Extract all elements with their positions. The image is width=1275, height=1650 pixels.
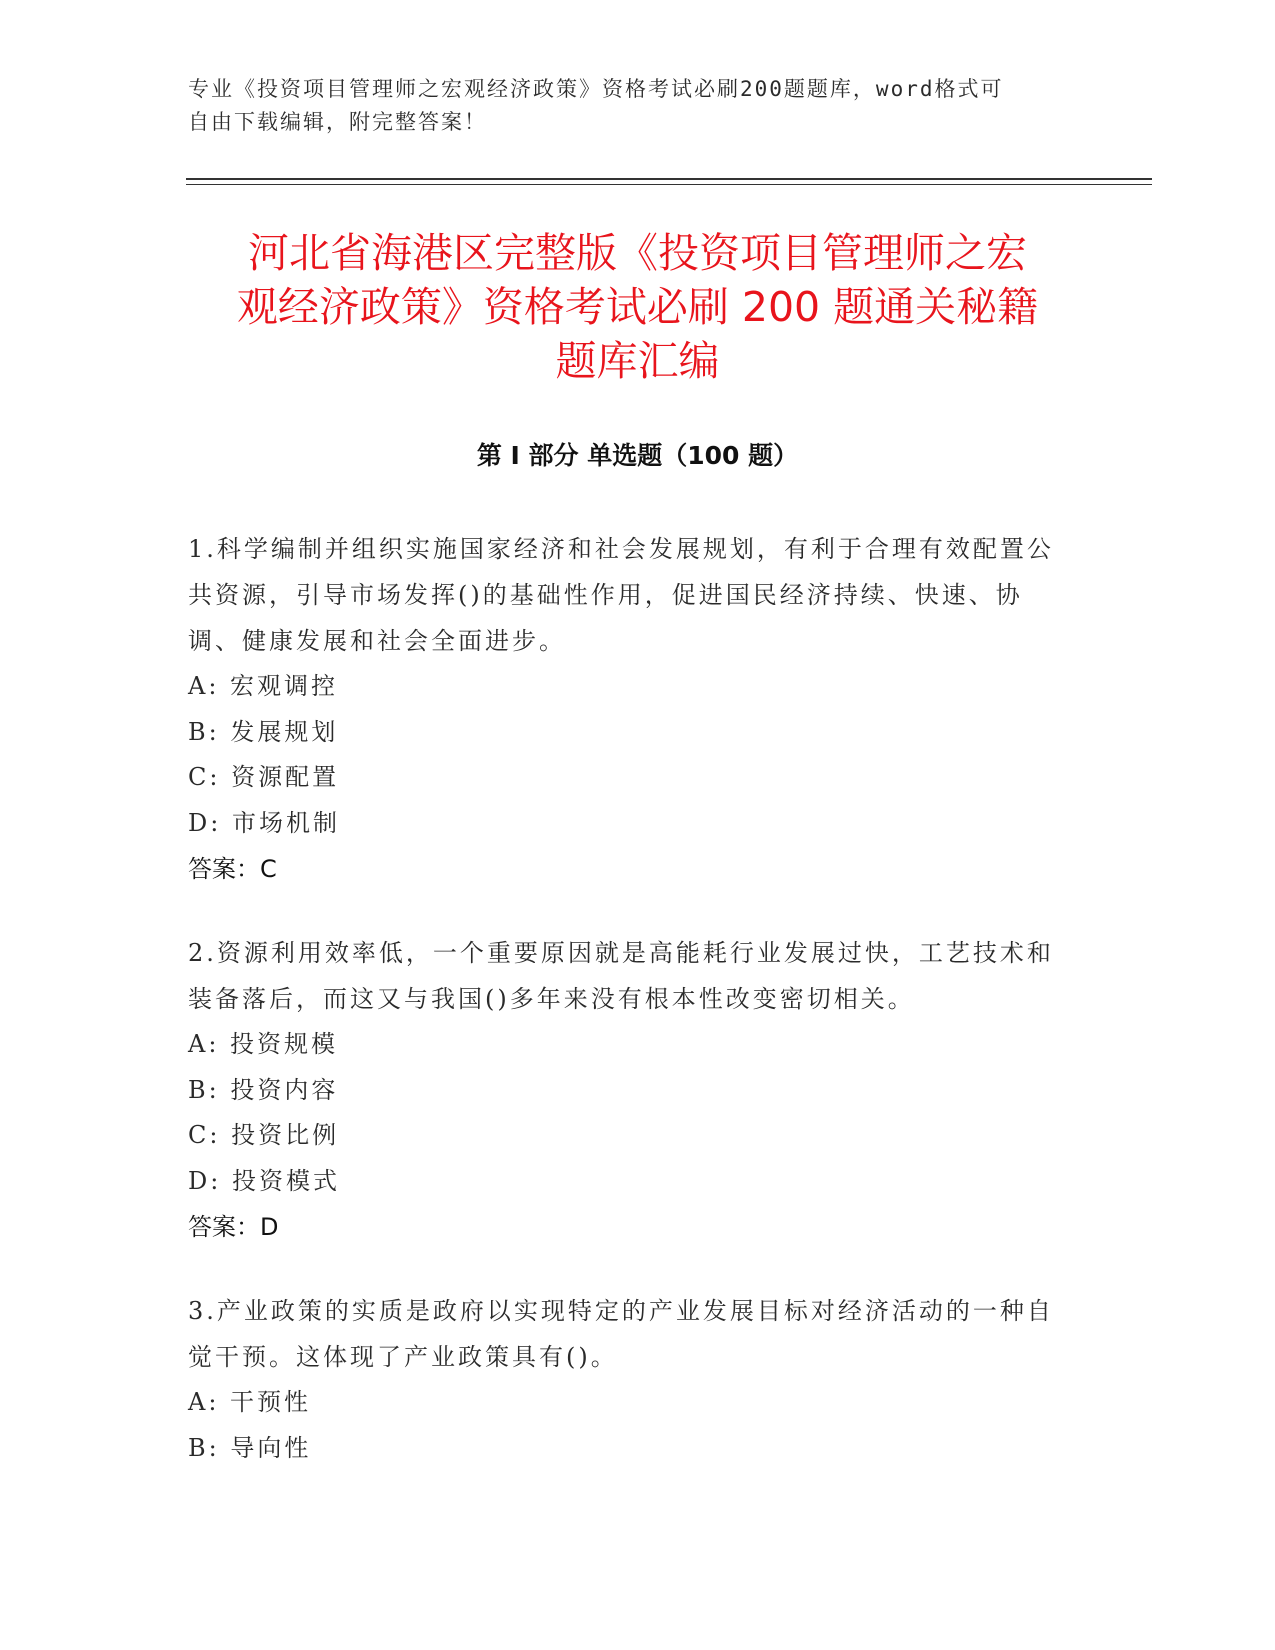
title-line-2: 观经济政策》资格考试必刷 200 题通关秘籍 — [236, 283, 1039, 331]
question-1 — [188, 526, 1068, 892]
document-title — [160, 226, 1115, 388]
header-note-line-1: 专业《投资项目管理师之宏观经济政策》资格考试必刷200题题库，word格式可 — [188, 77, 1004, 101]
option-b: B: 发展规划 — [188, 717, 339, 746]
header-divider-thin — [186, 184, 1152, 185]
header-note-line-2: 自由下载编辑，附完整答案！ — [188, 110, 487, 134]
option-d: D: 投资模式 — [188, 1166, 340, 1195]
header-divider-thick — [186, 178, 1152, 180]
section-title: 第 I 部分 单选题（100 题） — [476, 441, 799, 470]
option-c: C: 资源配置 — [188, 763, 340, 791]
option-b: B: 投资内容 — [188, 1075, 339, 1104]
option-a: A: 干预性 — [188, 1388, 312, 1416]
question-3 — [188, 1288, 1068, 1471]
title-line-1: 河北省海港区完整版《投资项目管理师之宏 — [248, 229, 1027, 277]
option-d: D: 市场机制 — [188, 808, 340, 837]
option-list — [188, 1022, 1068, 1204]
question-list — [188, 526, 1068, 1509]
question-stem: 3.产业政策的实质是政府以实现特定的产业发展目标对经济活动的一种自觉干预。这体现了产业政策具有()。 — [188, 1297, 1054, 1371]
answer: 答案：D — [188, 1213, 279, 1241]
option-c: C: 投资比例 — [188, 1121, 340, 1149]
question-stem: 1.科学编制并组织实施国家经济和社会发展规划，有利于合理有效配置公共资源，引导市场发挥()的基础性作用，促进国民经济持续、快速、协调、健康发展和社会全面进步。 — [188, 535, 1054, 655]
answer: 答案：C — [188, 855, 277, 883]
title-line-3: 题库汇编 — [555, 337, 720, 385]
question-stem: 2.资源利用效率低，一个重要原因就是高能耗行业发展过快，工艺技术和装备落后，而这又与我国()多年来没有根本性改变密切相关。 — [188, 939, 1054, 1013]
option-a: A: 宏观调控 — [188, 672, 339, 700]
header-note — [188, 73, 1068, 139]
option-a: A: 投资规模 — [188, 1030, 339, 1058]
option-b: B: 导向性 — [188, 1433, 312, 1462]
option-list — [188, 664, 1068, 846]
question-2 — [188, 930, 1068, 1250]
option-list — [188, 1380, 1068, 1471]
